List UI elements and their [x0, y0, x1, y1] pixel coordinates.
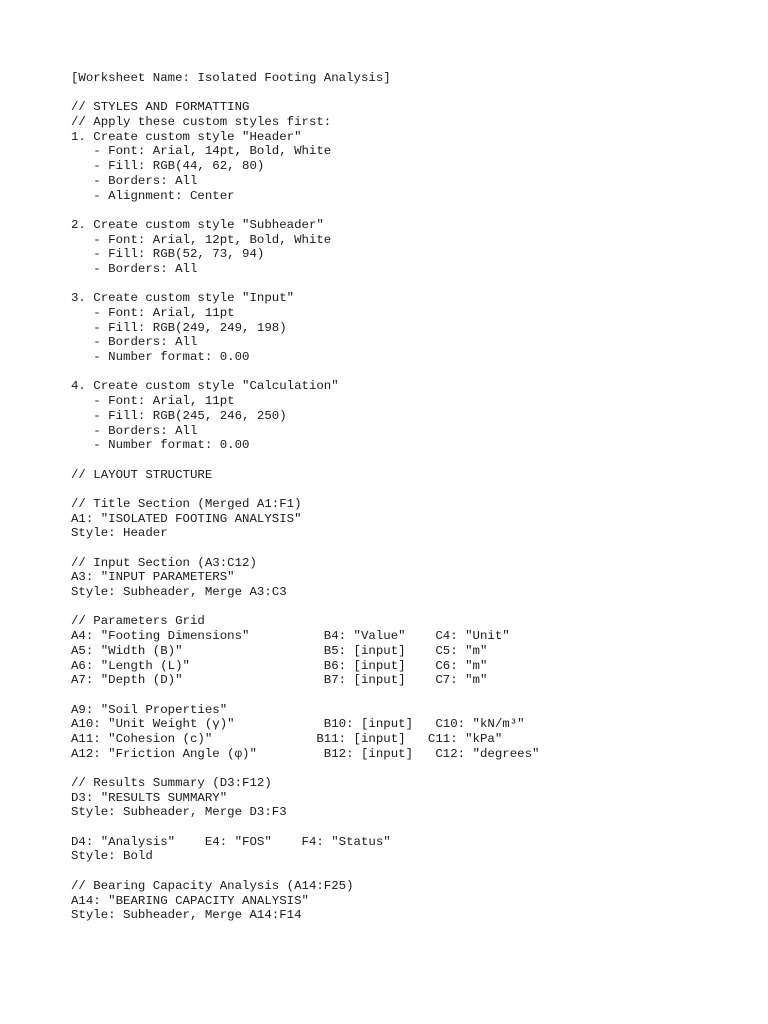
document-line: - Font: Arial, 14pt, Bold, White: [71, 144, 332, 159]
document-line: // Title Section (Merged A1:F1): [71, 496, 302, 511]
document-text: [71, 71, 751, 923]
document-line: // Apply these custom styles first:: [71, 115, 332, 130]
document-line: A6: "Length (L)" B6: [input] C6: "m": [71, 658, 488, 673]
document-line: - Borders: All: [71, 261, 198, 276]
document-line: A3: "INPUT PARAMETERS": [71, 570, 235, 585]
document-line: // LAYOUT STRUCTURE: [71, 467, 213, 482]
document-line: A9: "Soil Properties": [71, 702, 228, 717]
document-line: // STYLES AND FORMATTING: [71, 100, 250, 115]
document-line: [71, 541, 751, 556]
document-line: A10: "Unit Weight (γ)" B10: [input] C10: "kN/m³": [71, 717, 525, 732]
document-line: [71, 86, 751, 101]
document-line: [71, 688, 751, 703]
document-line: [71, 820, 751, 835]
document-line: // Results Summary (D3:F12): [71, 776, 272, 790]
document-line: - Fill: RGB(52, 73, 94): [71, 247, 265, 262]
document-line: A5: "Width (B)" B5: [input] C5: "m": [71, 643, 488, 658]
document-line: A1: "ISOLATED FOOTING ANALYSIS": [71, 511, 302, 526]
document-line: - Borders: All: [71, 335, 198, 350]
document-line: - Alignment: Center: [71, 188, 235, 203]
document-line: - Fill: RGB(44, 62, 80): [71, 159, 265, 174]
document-line: [71, 203, 751, 218]
document-line: - Borders: All: [71, 423, 198, 438]
document-line: A14: "BEARING CAPACITY ANALYSIS": [71, 893, 309, 908]
document-line: [71, 761, 751, 776]
document-line: - Fill: RGB(249, 249, 198): [71, 320, 287, 335]
document-line: - Number format: 0.00: [71, 438, 250, 453]
document-line: - Font: Arial, 11pt: [71, 394, 235, 409]
document-line: - Font: Arial, 11pt: [71, 306, 235, 320]
document-line: D3: "RESULTS SUMMARY": [71, 790, 228, 805]
document-line: [71, 600, 751, 615]
document-line: 4. Create custom style "Calculation": [71, 379, 339, 394]
document-line: [71, 277, 751, 292]
document-line: - Font: Arial, 12pt, Bold, White: [71, 232, 332, 247]
document-line: Style: Subheader, Merge A3:C3: [71, 585, 287, 600]
document-line: [71, 864, 751, 879]
document-line: 1. Create custom style "Header": [71, 129, 302, 144]
document-line: D4: "Analysis" E4: "FOS" F4: "Status": [71, 834, 391, 849]
document-line: // Parameters Grid: [71, 614, 205, 629]
document-line: [71, 482, 751, 497]
document-line: Style: Subheader, Merge D3:F3: [71, 805, 287, 820]
document-line: - Borders: All: [71, 173, 198, 188]
document-line: // Bearing Capacity Analysis (A14:F25): [71, 878, 354, 893]
document-line: [Worksheet Name: Isolated Footing Analysis]: [71, 71, 391, 85]
document-line: A11: "Cohesion (c)" B11: [input] C11: "kPa": [71, 731, 503, 746]
document-line: 2. Create custom style "Subheader": [71, 217, 324, 232]
document-line: A4: "Footing Dimensions" B4: "Value" C4: "Unit": [71, 629, 510, 644]
document-line: 3. Create custom style "Input": [71, 291, 295, 306]
document-line: Style: Subheader, Merge A14:F14: [71, 908, 302, 923]
document-line: [71, 365, 751, 380]
document-line: A7: "Depth (D)" B7: [input] C7: "m": [71, 673, 488, 688]
document-line: A12: "Friction Angle (φ)" B12: [input] C12: "degrees": [71, 746, 540, 761]
document-line: [71, 453, 751, 468]
document-line: // Input Section (A3:C12): [71, 555, 257, 570]
document-line: Style: Bold: [71, 849, 153, 864]
document-line: Style: Header: [71, 526, 168, 541]
document-line: - Number format: 0.00: [71, 350, 250, 365]
document-line: - Fill: RGB(245, 246, 250): [71, 408, 287, 423]
